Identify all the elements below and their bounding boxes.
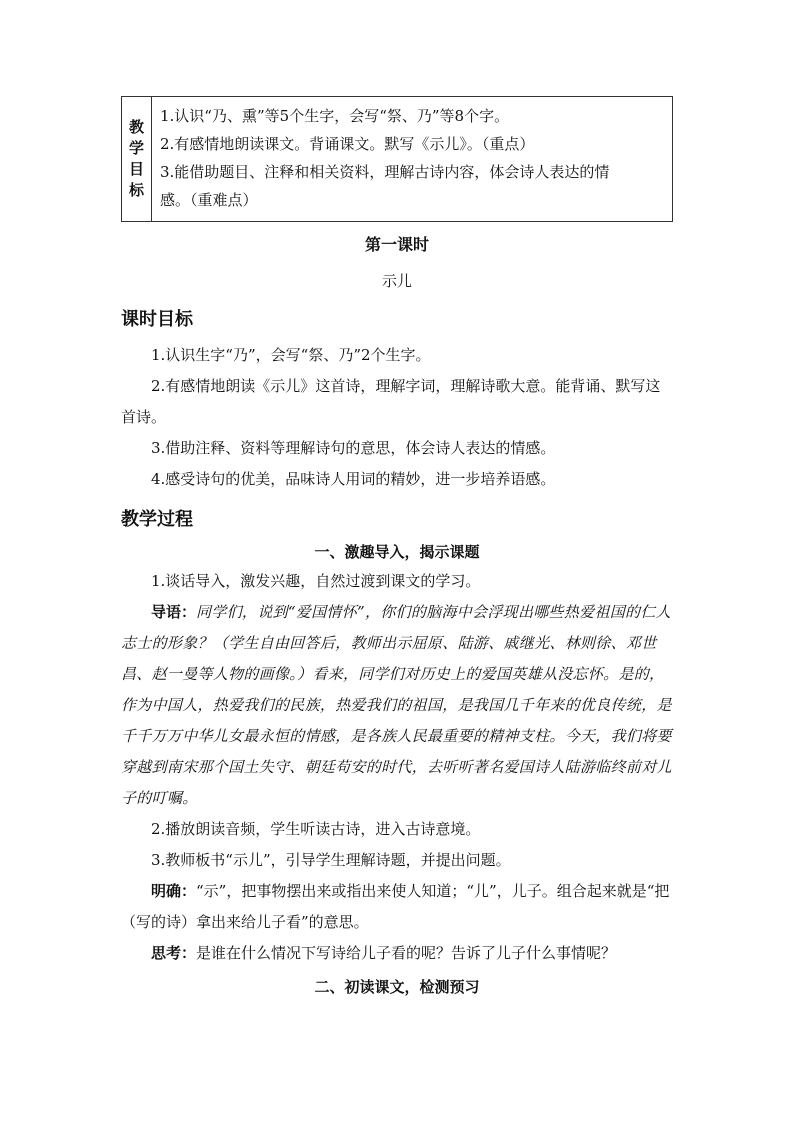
label-char: 教 — [128, 118, 144, 136]
lesson-goal-item: 2.有感情地朗读《示儿》这首诗，理解字词，理解诗歌大意。能背诵、默写这首诗。 — [121, 377, 661, 426]
step-paragraph: 3.教师板书“示儿”，引导学生理解诗题，并提出问题。 — [151, 851, 511, 869]
teaching-goals-table — [121, 96, 673, 222]
label-char: 标 — [128, 181, 144, 199]
section-heading: 一、激趣导入，揭示课题 — [314, 543, 480, 561]
goal-line: 感。（重难点） — [160, 191, 258, 209]
think-label: 思考： — [151, 944, 197, 962]
goal-line: 2.有感情地朗读课文。背诵课文。默写《示儿》。（重点） — [160, 135, 535, 153]
label-char: 学 — [128, 139, 144, 157]
think-text: 是谁在什么情况下写诗给儿子看的呢？告诉了儿子什么事情呢？ — [196, 944, 617, 962]
teaching-goals-content — [152, 97, 672, 221]
step-paragraph: 1.谈话导入，激发兴趣，自然过渡到课文的学习。 — [151, 572, 481, 590]
teaching-process-heading: 教学过程 — [121, 509, 193, 530]
step-paragraph: 2.播放朗读音频，学生听读古诗，进入古诗意境。 — [151, 820, 481, 838]
clarify-text: “示”，把事物摆出来或指出来使人知道；“儿”，儿子。组合起来就是“把（写的诗）拿出来给儿子看”的意思。 — [121, 882, 670, 931]
lesson-goal-item: 4.感受诗句的优美，品味诗人用词的精妙，进一步培养语感。 — [151, 470, 556, 488]
lesson-goal-item: 3.借助注释、资料等理解诗句的意思，体会诗人表达的情感。 — [151, 439, 556, 457]
intro-text: 同学们，说到“爱国情怀”，你们的脑海中会浮现出哪些热爱祖国的仁人志士的形象？（学生自由回答后，教师出示屈原、陆游、戚继光、林则徐、邓世昌、赵一曼等人物的画像。）看来，同学们对历史上的爱国英雄从没忘怀。是的，作为中国人，热爱我们的民族，热爱我们的祖国，是我国几千年来的优良传统，是千千万万中华儿女最永恒的情感，是各族人民最重要的精神支柱。今天，我们将要穿越到南宋那个国土失守、朝廷苟安的时代，去听听著名爱国诗人陆游临终前对儿子的叮嘱。 — [121, 603, 672, 807]
lesson-goal-item: 1.认识生字“乃”，会写“祭、乃”2个生字。 — [151, 346, 431, 364]
poem-title: 示儿 — [381, 272, 412, 290]
lesson-title: 第一课时 — [364, 235, 429, 254]
teaching-goals-label — [122, 97, 152, 221]
section-heading: 二、初读课文，检测预习 — [314, 978, 480, 996]
clarify-paragraph — [121, 876, 673, 938]
lesson-goals-heading: 课时目标 — [121, 309, 193, 330]
intro-paragraph — [121, 597, 673, 814]
clarify-label: 明确： — [151, 882, 197, 900]
intro-label: 导语： — [151, 603, 197, 621]
goal-line: 3.能借助题目、注释和相关资料，理解古诗内容，体会诗人表达的情 — [160, 163, 610, 181]
goal-line: 1.认识“乃、熏”等5个生字，会写“祭、乃”等8个字。 — [160, 107, 510, 125]
label-char: 目 — [128, 160, 144, 178]
think-paragraph — [121, 938, 673, 969]
